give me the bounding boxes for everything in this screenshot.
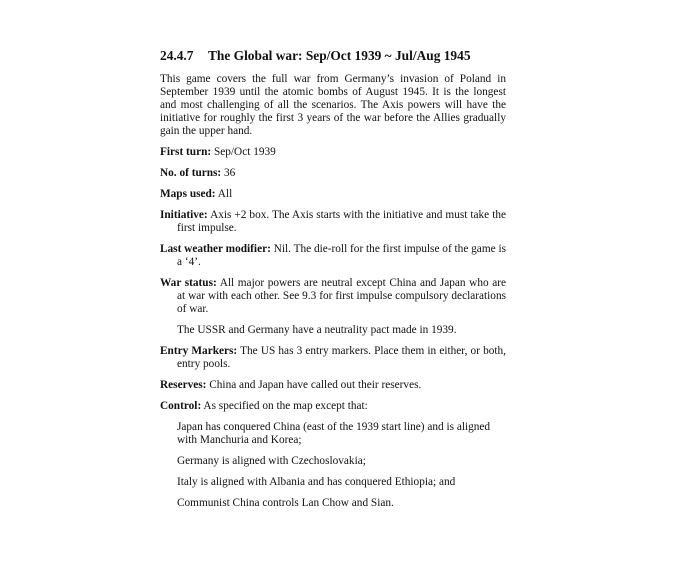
control-item: Japan has conquered China (east of the 1939 start line) and is aligned with Manchuria and Korea; xyxy=(177,421,491,446)
first-turn-value: Sep/Oct 1939 xyxy=(213,146,276,158)
reserves-label: Reserves: xyxy=(160,379,207,391)
initiative-label: Initiative: xyxy=(160,209,208,221)
weather-value: Nil. The die-roll for the first impulse of the game is a ‘4’. xyxy=(177,243,506,268)
first-turn-rule xyxy=(160,146,506,159)
war-status-label: War status: xyxy=(160,277,217,289)
war-status-value: All major powers are neutral except China and Japan who are at war with each other. See 9.3 for first impulse compulsory declarations of war. xyxy=(177,277,507,315)
control-value: As specified on the map except that: xyxy=(203,400,368,412)
maps-value: All xyxy=(217,188,233,200)
war-status-note: The USSR and Germany have a neutrality pact made in 1939. xyxy=(177,324,457,336)
control-label: Control: xyxy=(160,400,202,412)
section-title: The Global war: Sep/Oct 1939 ~ Jul/Aug 1945 xyxy=(208,48,471,63)
reserves-rule xyxy=(160,379,506,392)
initiative-rule xyxy=(160,209,506,235)
entry-markers-value: The US has 3 entry markers. Place them in either, or both, entry pools. xyxy=(177,345,506,370)
maps-rule xyxy=(160,188,506,201)
control-item: Communist China controls Lan Chow and Sian. xyxy=(177,497,394,509)
maps-label: Maps used: xyxy=(160,188,216,200)
weather-label: Last weather modifier: xyxy=(160,243,271,255)
first-turn-label: First turn: xyxy=(160,146,212,158)
rules-page xyxy=(160,48,506,518)
control-item: Italy is aligned with Albania and has conquered Ethiopia; and xyxy=(177,476,456,488)
turns-rule xyxy=(160,167,506,180)
intro-paragraph: This game covers the full war from Germany’s invasion of Poland in September 1939 until the atomic bombs of August 1945. It is the longest and most challenging of all the scenarios. The Axis powers will have the initiative for roughly the first 3 years of the war before the Allies gradually gain the upper hand. xyxy=(160,73,506,137)
war-status-rule xyxy=(160,277,506,316)
section-number: 24.4.7 xyxy=(160,48,194,63)
weather-rule xyxy=(160,243,506,269)
initiative-value: Axis +2 box. The Axis starts with the initiative and must take the first impulse. xyxy=(177,209,506,234)
turns-value: 36 xyxy=(224,167,236,179)
turns-label: No. of turns: xyxy=(160,167,222,179)
control-rule xyxy=(160,400,506,413)
reserves-value: China and Japan have called out their reserves. xyxy=(209,379,422,391)
section-heading xyxy=(160,48,506,64)
entry-markers-rule xyxy=(160,345,506,371)
entry-markers-label: Entry Markers: xyxy=(160,345,238,357)
control-item: Germany is aligned with Czechoslovakia; xyxy=(177,455,366,467)
